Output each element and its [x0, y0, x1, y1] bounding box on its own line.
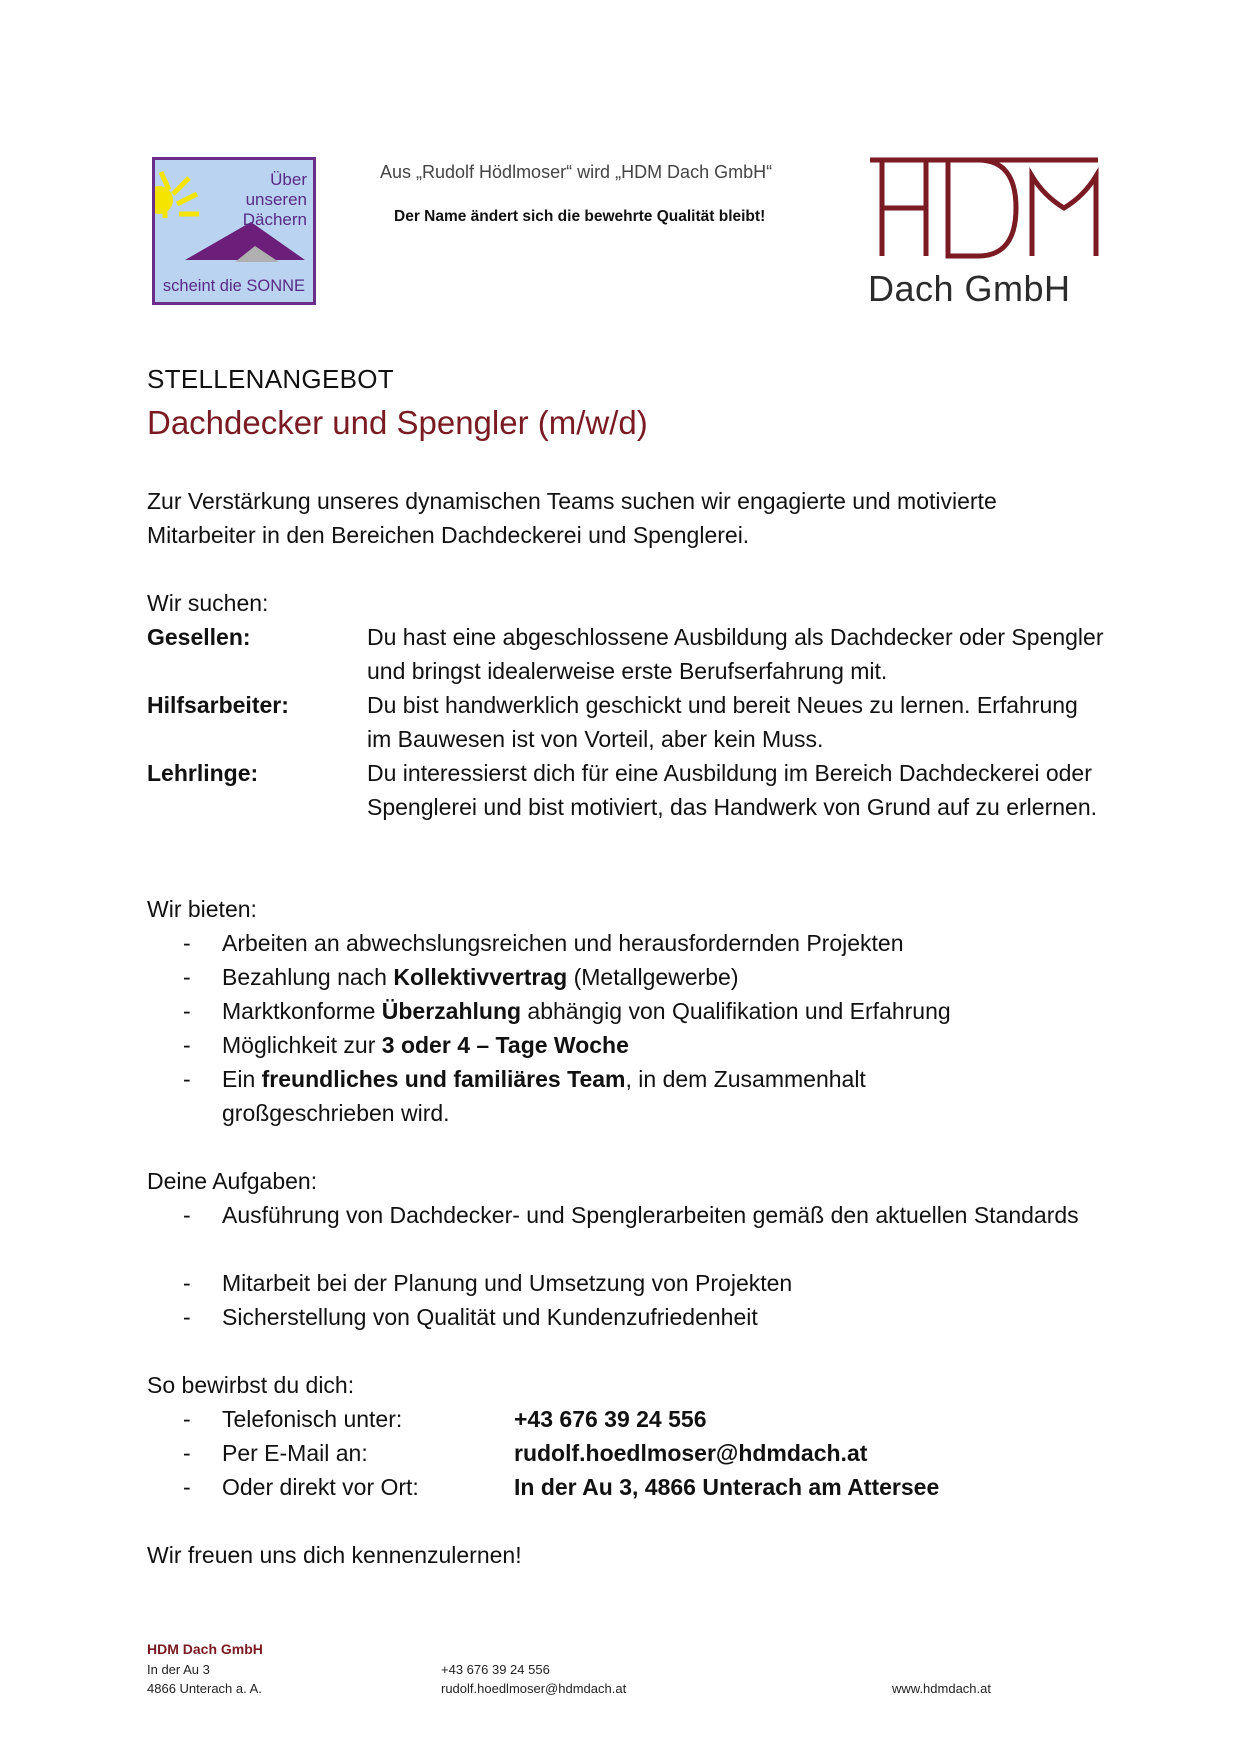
- role-description: Du bist handwerklich geschickt und bereit Neues zu lernen. Erfahrung im Bauwesen ist von Vorteil, aber kein Muss.: [367, 692, 1078, 752]
- logo-text-line4: scheint die SONNE: [162, 277, 306, 295]
- footer-company: HDM Dach GmbH: [147, 1641, 263, 1657]
- footer-phone: +43 676 39 24 556: [441, 1662, 550, 1677]
- role-name: Gesellen:: [147, 624, 251, 650]
- logo-text-line2: unseren: [245, 190, 307, 209]
- contact-address: In der Au 3, 4866 Unterach am Attersee: [514, 1474, 940, 1500]
- bullet-dash: -: [183, 1270, 191, 1296]
- role-name: Lehrlinge:: [147, 760, 259, 786]
- logo-subtitle: Dach GmbH: [868, 268, 1071, 309]
- contact-label: Oder direkt vor Ort:: [222, 1474, 419, 1500]
- bullet-dash: -: [183, 930, 191, 956]
- footer-email-link[interactable]: rudolf.hoedlmoser@hdmdach.at: [441, 1681, 627, 1696]
- intro-paragraph: Zur Verstärkung unseres dynamischen Teams suchen wir engagierte und motivierte Mitarbeiter in den Bereichen Dachdeckerei und Spenglerei.: [147, 488, 997, 548]
- tagline-rename: Aus „Rudolf Hödlmoser“ wird „HDM Dach GmbH“: [380, 162, 773, 182]
- bullet-dash: -: [183, 964, 191, 990]
- job-title: Dachdecker und Spengler (m/w/d): [147, 404, 648, 441]
- footer-city: 4866 Unterach a. A.: [147, 1681, 262, 1696]
- footer-street: In der Au 3: [147, 1662, 210, 1677]
- section-label-aufgaben: Deine Aufgaben:: [147, 1168, 318, 1194]
- footer-website-link[interactable]: www.hdmdach.at: [892, 1681, 991, 1696]
- hdm-monogram-icon: [868, 156, 1104, 266]
- sun-roof-logo: [152, 157, 316, 305]
- section-label-bewerbung: So bewirbst du dich:: [147, 1372, 355, 1398]
- logo-text-line1: Über: [270, 170, 307, 189]
- bullet-dash: -: [183, 1066, 191, 1092]
- section-label-wir-bieten: Wir bieten:: [147, 896, 257, 922]
- bullet-dash: -: [183, 1406, 191, 1432]
- bullet-dash: -: [183, 1304, 191, 1330]
- bullet-dash: -: [183, 1032, 191, 1058]
- contact-label: Telefonisch unter:: [222, 1406, 403, 1432]
- section-label-wir-suchen: Wir suchen:: [147, 590, 269, 616]
- hdm-logo: [868, 156, 1104, 309]
- contact-email-link[interactable]: rudolf.hoedlmoser@hdmdach.at: [514, 1440, 868, 1466]
- contact-phone-link[interactable]: +43 676 39 24 556: [514, 1406, 707, 1432]
- contact-label: Per E-Mail an:: [222, 1440, 368, 1466]
- role-name: Hilfsarbeiter:: [147, 692, 289, 718]
- bullet-dash: -: [183, 1202, 191, 1228]
- tagline-quality: Der Name ändert sich die bewehrte Qualität bleibt!: [394, 208, 766, 225]
- role-description: Du interessierst dich für eine Ausbildung im Bereich Dachdeckerei oder Spenglerei und bist motiviert, das Handwerk von Grund auf zu erlernen.: [367, 760, 1098, 820]
- logo-text-line3: Dächern: [242, 210, 307, 229]
- role-description: Du hast eine abgeschlossene Ausbildung als Dachdecker oder Spengler und bringst idealerweise erste Berufserfahrung mit.: [367, 624, 1104, 684]
- bullet-dash: -: [183, 1440, 191, 1466]
- closing-line: Wir freuen uns dich kennenzulernen!: [147, 1542, 522, 1568]
- job-kicker: STELLENANGEBOT: [147, 364, 394, 394]
- bullet-dash: -: [183, 1474, 191, 1500]
- bullet-dash: -: [183, 998, 191, 1024]
